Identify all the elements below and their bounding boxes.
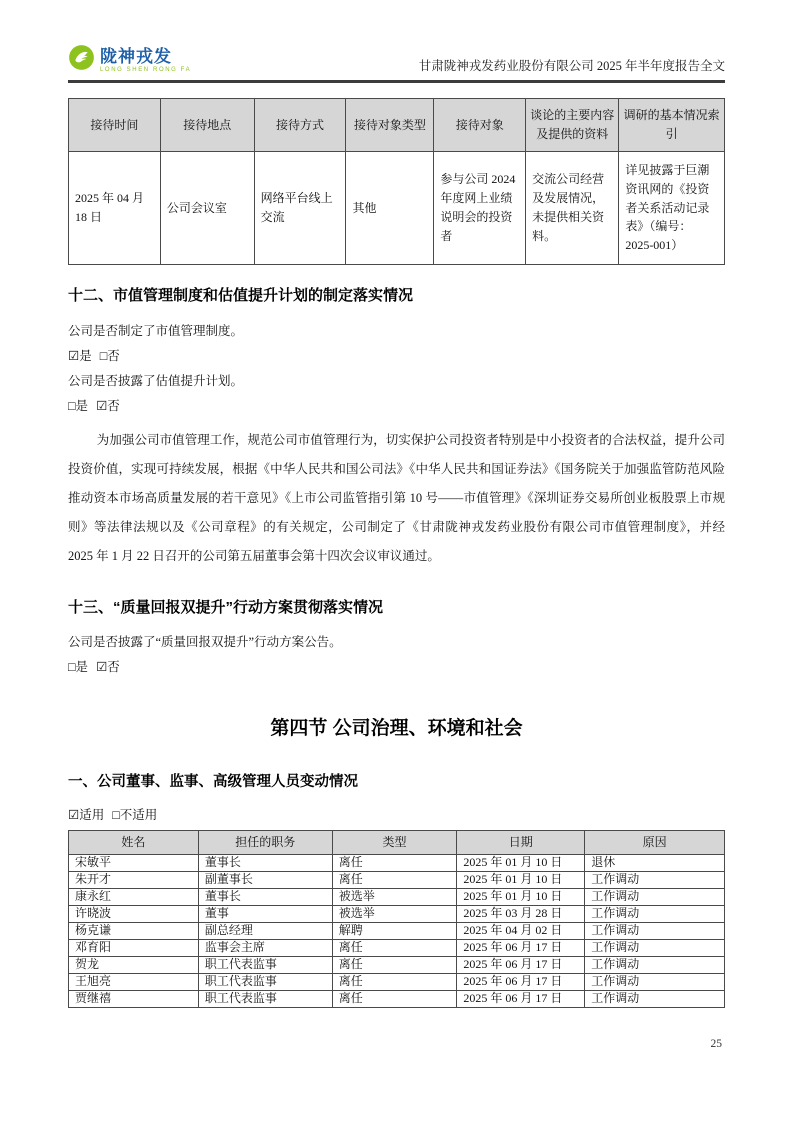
logo-brand-en: LONG SHEN RONG FA [100, 66, 192, 73]
table-cell: 被选举 [332, 889, 457, 906]
table-cell: 2025 年 01 月 10 日 [457, 855, 585, 872]
table-cell: 职工代表监事 [198, 957, 332, 974]
logo-bird-icon [68, 44, 95, 76]
column-header: 谈论的主要内容及提供的资料 [526, 99, 619, 152]
table-row [69, 974, 725, 991]
section-13-question: 公司是否披露了“质量回报双提升”行动方案公告。 [68, 635, 342, 649]
company-logo [68, 44, 191, 76]
table-cell: 工作调动 [585, 923, 725, 940]
table-cell: 朱开才 [69, 872, 199, 889]
table-cell: 2025 年 04 月 18 日 [69, 152, 161, 265]
table-cell: 公司会议室 [160, 152, 254, 265]
logo-brand-cn: 陇神戎发 [100, 46, 172, 66]
table-cell: 2025 年 06 月 17 日 [457, 940, 585, 957]
table-cell: 离任 [332, 957, 457, 974]
column-header: 调研的基本情况索引 [619, 99, 725, 152]
table-cell: 副董事长 [198, 872, 332, 889]
table-row [69, 991, 725, 1008]
column-header: 接待对象 [434, 99, 526, 152]
table-row [69, 855, 725, 872]
table-cell: 2025 年 06 月 17 日 [457, 991, 585, 1008]
checkbox-yes-unchecked: □是 [68, 398, 89, 413]
chapter-title: 第四节 公司治理、环境和社会 [270, 718, 523, 739]
table-cell: 许晓波 [69, 906, 199, 923]
personnel-table-head [69, 831, 725, 855]
table-cell: 被选举 [332, 906, 457, 923]
table-row [69, 889, 725, 906]
column-header: 接待方式 [254, 99, 346, 152]
table-row [69, 940, 725, 957]
column-header: 日期 [457, 831, 585, 855]
reception-table-head [69, 99, 725, 152]
table-cell: 工作调动 [585, 889, 725, 906]
table-cell: 交流公司经营及发展情况，未提供相关资料。 [526, 152, 619, 265]
checkbox-applicable-checked: ☑适用 [68, 808, 105, 823]
column-header: 担任的职务 [198, 831, 332, 855]
table-cell: 副总经理 [198, 923, 332, 940]
section-12-heading: 十二、市值管理制度和估值提升计划的制定落实情况 [68, 287, 414, 304]
table-cell: 离任 [332, 991, 457, 1008]
personnel-table-body [69, 855, 725, 1008]
logo-text [100, 48, 191, 73]
section-12-question-1: 公司是否制定了市值管理制度。 [68, 323, 244, 338]
column-header: 原因 [585, 831, 725, 855]
table-cell: 2025 年 06 月 17 日 [457, 957, 585, 974]
table-cell: 监事会主席 [198, 940, 332, 957]
personnel-change-table [68, 830, 725, 1008]
table-cell: 2025 年 01 月 10 日 [457, 872, 585, 889]
table-cell: 参与公司 2024 年度网上业绩说明会的投资者 [434, 152, 526, 265]
table-cell: 贾继禧 [69, 991, 199, 1008]
table-cell: 康永红 [69, 889, 199, 906]
document-title: 甘肃陇神戎发药业股份有限公司 2025 年半年度报告全文 [418, 59, 725, 73]
column-header: 姓名 [69, 831, 199, 855]
section-1-heading: 一、公司董事、监事、高级管理人员变动情况 [68, 773, 358, 790]
column-header: 类型 [332, 831, 457, 855]
table-row [69, 957, 725, 974]
table-cell: 董事长 [198, 855, 332, 872]
table-cell: 离任 [332, 872, 457, 889]
table-cell: 其他 [346, 152, 434, 265]
table-cell: 董事长 [198, 889, 332, 906]
table-cell: 职工代表监事 [198, 991, 332, 1008]
table-cell: 工作调动 [585, 957, 725, 974]
section-12-answer-2 [68, 394, 725, 419]
checkbox-no-unchecked: □否 [99, 348, 120, 363]
checkbox-not-applicable-unchecked: □不适用 [112, 808, 158, 823]
reception-table-body [69, 152, 725, 265]
table-cell: 工作调动 [585, 872, 725, 889]
table-cell: 宋敏平 [69, 855, 199, 872]
table-cell: 贺龙 [69, 957, 199, 974]
column-header: 接待对象类型 [346, 99, 434, 152]
section-13-answer [68, 655, 725, 680]
checkbox-yes-checked: ☑是 [68, 348, 92, 363]
table-cell: 工作调动 [585, 991, 725, 1008]
page-header [68, 46, 725, 76]
table-cell: 离任 [332, 974, 457, 991]
page-number: 25 [710, 1038, 722, 1050]
table-cell: 王旭亮 [69, 974, 199, 991]
column-header: 接待地点 [160, 99, 254, 152]
checkbox-no-checked: ☑否 [96, 398, 120, 413]
table-cell: 2025 年 04 月 02 日 [457, 923, 585, 940]
table-cell: 工作调动 [585, 906, 725, 923]
table-cell: 2025 年 06 月 17 日 [457, 974, 585, 991]
table-row [69, 923, 725, 940]
table-cell: 2025 年 03 月 28 日 [457, 906, 585, 923]
table-cell: 职工代表监事 [198, 974, 332, 991]
section-13-heading: 十三、“质量回报双提升”行动方案贯彻落实情况 [68, 598, 384, 616]
table-cell: 董事 [198, 906, 332, 923]
table-cell: 离任 [332, 855, 457, 872]
table-row [69, 152, 725, 265]
applicability-line [68, 805, 725, 825]
table-cell: 杨克谦 [69, 923, 199, 940]
table-cell: 2025 年 01 月 10 日 [457, 889, 585, 906]
header-divider [68, 80, 725, 83]
column-header: 接待时间 [69, 99, 161, 152]
table-cell: 解聘 [332, 923, 457, 940]
table-cell: 网络平台线上交流 [254, 152, 346, 265]
section-12-question-2: 公司是否披露了估值提升计划。 [68, 373, 244, 388]
checkbox-no-checked: ☑否 [96, 660, 120, 674]
checkbox-yes-unchecked: □是 [68, 660, 89, 674]
table-cell: 退休 [585, 855, 725, 872]
table-cell: 工作调动 [585, 974, 725, 991]
table-row [69, 906, 725, 923]
section-12-paragraph: 为加强公司市值管理工作，规范公司市值管理行为，切实保护公司投资者特别是中小投资者的合法权益，提升公司投资价值，实现可持续发展，根据《中华人民共和国公司法》《中华人民共和国证券法》《国务院关于加强监管防范风险推动资本市场高质量发展的若干意见》《上市公司监管指引第 10 号——市值管理》《深圳证券交易所创业板股票上市规则》等法律法规以及《公司章程》的有关规定，公司制定了《甘肃陇神戎发药业股份有限公司市值管理制度》，并经 2025 年 1 月 22 日召开的公司第五届董事会第十四次会议审议通过。 [68, 432, 725, 563]
reception-table [68, 98, 725, 265]
table-row [69, 872, 725, 889]
table-cell: 离任 [332, 940, 457, 957]
section-12-answer-1 [68, 344, 725, 369]
table-cell: 邓育阳 [69, 940, 199, 957]
table-cell: 详见披露于巨潮资讯网的《投资者关系活动记录表》（编号：2025-001） [619, 152, 725, 265]
table-cell: 工作调动 [585, 940, 725, 957]
